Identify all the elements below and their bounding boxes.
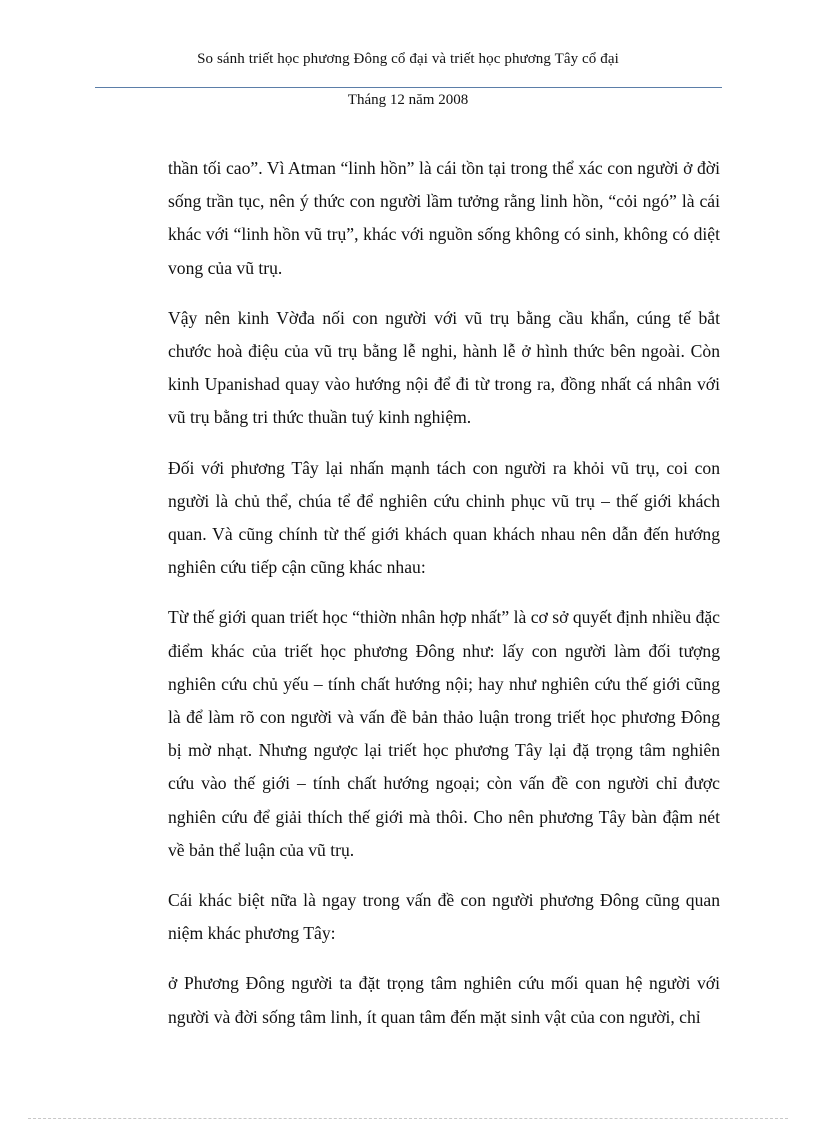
paragraph: Vậy nên kinh Vờđa nối con người với vũ trụ bằng cầu khẩn, cúng tế bắt chước hoà điệu của vũ trụ bằng lễ nghi, hành lễ ở hình thức bên ngoài. Còn kinh Upanishad quay vào hướng nội để đi từ trong ra, đồng nhất cá nhân với vũ trụ bằng tri thức thuần tuý kinh nghiệm. xyxy=(168,307,720,428)
header-divider xyxy=(95,87,722,88)
header-title: So sánh triết học phương Đông cổ đại và triết học phương Tây cổ đại xyxy=(197,51,619,67)
paragraph: Cái khác biệt nữa là ngay trong vấn đề con người phương Đông cũng quan niệm khác phương Tây: xyxy=(168,890,720,944)
paragraph: Đối với phương Tây lại nhấn mạnh tách con người ra khỏi vũ trụ, coi con người là chủ thể, chúa tể để nghiên cứu chinh phục vũ trụ – thế giới khách quan. Và cũng chính từ thế giới khách quan khách nhau nên dẫn đến hướng nghiên cứu tiếp cận cũng khác nhau: xyxy=(168,457,720,578)
paragraph: Từ thế giới quan triết học “thiờn nhân hợp nhất” là cơ sở quyết định nhiều đặc điểm khác của triết học phương Đông như: lấy con người làm đối tượng nghiên cứu chủ yếu – tính chất hướng nội; hay như nghiên cứu thế giới cũng là để làm rõ con người và vấn đề bản thảo luận trong triết học phương Đông bị mờ nhạt. Nhưng ngược lại triết học phương Tây lại đặ trọng tâm nghiên cứu vào thế giới – tính chất hướng ngoại; còn vấn đề con người chỉ được nghiên cứu để giải thích thế giới mà thôi. Cho nên phương Tây bàn đậm nét về bản thể luận của vũ trụ. xyxy=(168,607,720,860)
paragraph: thần tối cao”. Vì Atman “linh hồn” là cái tồn tại trong thể xác con người ở đời sống trần tục, nên ý thức con người lầm tưởng rằng linh hồn, “cỏi ngó” là cái khác với “linh hồn vũ trụ”, khác với nguồn sống không có sinh, không có diệt vong của vũ trụ. xyxy=(168,158,720,278)
paragraph: ở Phương Đông người ta đặt trọng tâm nghiên cứu mối quan hệ người với người và đời sống tâm linh, ít quan tâm đến mặt sinh vật của con người, chỉ xyxy=(168,973,720,1027)
page-bottom-divider xyxy=(28,1118,788,1119)
header-date: Tháng 12 năm 2008 xyxy=(347,92,469,108)
document-body xyxy=(168,152,720,1051)
